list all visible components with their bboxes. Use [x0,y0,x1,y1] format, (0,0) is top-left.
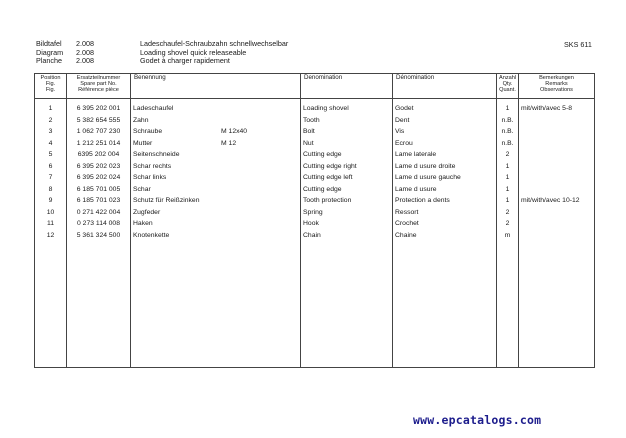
table-row [35,184,595,196]
header-number-3: 2.008 [76,56,94,65]
cell-position: 11 [35,218,67,230]
cell-denomination-en: Cutting edge right [301,161,393,173]
cell-quantity: 2 [497,207,519,219]
header-title-fr: Godet à charger rapidement [140,56,230,65]
cell-denomination-fr: Chaine [393,230,497,242]
cell-position: 2 [35,115,67,127]
cell-denomination-en: Hook [301,218,393,230]
part-name: Seitenschneide [133,151,180,158]
cell-denomination-fr: Lame d usure droite [393,161,497,173]
cell-quantity: 1 [497,195,519,207]
cell-quantity: 1 [497,103,519,115]
header-number-2: 2.008 [76,47,94,57]
cell-position: 9 [35,195,67,207]
part-name: Haken [133,220,153,227]
catalog-code: SKS 611 [564,40,592,49]
cell-denomination-en: Tooth protection [301,195,393,207]
table-header-row [35,74,595,99]
table-row [35,207,595,219]
cell-part-number: 1 212 251 014 [67,138,131,150]
cell-denomination-en: Tooth [301,115,393,127]
cell-name [131,103,301,115]
cell-part-number: 6 395 202 023 [67,161,131,173]
cell-part-number: 5 361 324 500 [67,230,131,242]
cell-quantity: 2 [497,218,519,230]
table-row [35,115,595,127]
cell-quantity: 1 [497,184,519,196]
col-header-part-number: Ersatzteilnummer Spare part No. Référence pièce [67,74,131,99]
cell-name [131,138,301,150]
parts-table [34,73,595,368]
cell-remarks [519,207,595,219]
col-header-quantity: Anzahl Qty. Quant. [497,74,519,99]
cell-remarks [519,149,595,161]
part-name: Zahn [133,116,149,124]
table-row [35,161,595,173]
part-name: Schar links [133,174,167,181]
cell-position: 3 [35,126,67,138]
part-size: M 12x40 [221,128,248,135]
cell-quantity: 1 [497,172,519,184]
cell-part-number: 6395 202 004 [67,149,131,161]
cell-remarks [519,172,595,184]
header-title-en: Loading shovel quick releaseable [140,47,247,57]
table-row [35,138,595,150]
cell-name [131,126,301,138]
header-title-de: Ladeschaufel-Schraubzahn schnellwechselbar [140,39,289,48]
cell-denomination-en: Nut [301,138,393,150]
part-name: Schar [133,185,151,193]
table-row [35,149,595,161]
cell-denomination-en: Spring [301,207,393,219]
cell-denomination-fr: Crochet [393,218,497,230]
col-header-denomination-en: Denomination [301,74,393,99]
part-name: Zugfeder [133,208,161,216]
cell-remarks [519,115,595,127]
cell-part-number: 6 185 701 023 [67,195,131,207]
cell-remarks [519,230,595,242]
cell-denomination-fr: Dent [393,115,497,127]
cell-quantity: 1 [497,161,519,173]
cell-remarks [519,161,595,173]
cell-denomination-en: Chain [301,230,393,242]
part-size: M 12 [221,139,237,147]
col-header-position: Position Fig. Fig. [35,74,67,99]
part-name: Mutter [133,139,153,147]
part-name: Schraube [133,128,163,135]
cell-part-number: 0 271 422 004 [67,207,131,219]
cell-remarks [519,138,595,150]
cell-name [131,161,301,173]
cell-remarks [519,218,595,230]
cell-name [131,218,301,230]
cell-position: 4 [35,138,67,150]
cell-part-number: 6 395 202 001 [67,103,131,115]
cell-name [131,115,301,127]
cell-denomination-fr: Ressort [393,207,497,219]
cell-denomination-fr: Protection a dents [393,195,497,207]
cell-position: 8 [35,184,67,196]
cell-name [131,172,301,184]
header-label-1: Bildtafel [36,39,62,48]
cell-quantity: 2 [497,149,519,161]
part-name: Ladeschaufel [133,105,174,112]
cell-denomination-fr: Ecrou [393,138,497,150]
table-row [35,230,595,242]
cell-remarks [519,126,595,138]
cell-remarks: mit/with/avec 10-12 [519,195,595,207]
cell-denomination-fr: Lame d usure gauche [393,172,497,184]
cell-name [131,184,301,196]
table-row [35,218,595,230]
header-label-3: Planche [36,56,62,65]
cell-position: 12 [35,230,67,242]
cell-quantity: n.B. [497,138,519,150]
table-row [35,103,595,115]
col-header-remarks: Bemerkungen Remarks Observations [519,74,595,99]
cell-part-number: 0 273 114 008 [67,218,131,230]
part-name: Schar rechts [133,162,172,170]
cell-quantity: m [497,230,519,242]
cell-part-number: 5 382 654 555 [67,115,131,127]
cell-quantity: n.B. [497,115,519,127]
cell-denomination-fr: Lame d usure [393,184,497,196]
cell-denomination-en: Cutting edge [301,149,393,161]
part-name: Schutz für Reißzinken [133,197,200,204]
cell-name [131,195,301,207]
cell-denomination-en: Cutting edge left [301,172,393,184]
cell-position: 10 [35,207,67,219]
cell-name [131,149,301,161]
cell-name [131,230,301,242]
cell-denomination-en: Loading shovel [301,103,393,115]
table-row [35,126,595,138]
col-header-name: Benennung [131,74,301,99]
cell-denomination-en: Bolt [301,126,393,138]
cell-name [131,207,301,219]
part-name: Knotenkette [133,231,170,239]
watermark-url: www.epcatalogs.com [413,413,542,427]
cell-remarks: mit/with/avec 5-8 [519,103,595,115]
cell-denomination-fr: Vis [393,126,497,138]
header-label-2: Diagram [36,47,64,57]
cell-position: 6 [35,161,67,173]
cell-part-number: 6 395 202 024 [67,172,131,184]
cell-denomination-fr: Lame laterale [393,149,497,161]
col-header-denomination-fr: Dénomination [393,74,497,99]
cell-position: 1 [35,103,67,115]
cell-position: 7 [35,172,67,184]
cell-position: 5 [35,149,67,161]
cell-part-number: 6 185 701 005 [67,184,131,196]
cell-quantity: n.B. [497,126,519,138]
table-row [35,195,595,207]
table-row [35,172,595,184]
cell-remarks [519,184,595,196]
cell-denomination-fr: Godet [393,103,497,115]
cell-denomination-en: Cutting edge [301,184,393,196]
cell-part-number: 1 062 707 230 [67,126,131,138]
header-number-1: 2.008 [76,39,94,48]
